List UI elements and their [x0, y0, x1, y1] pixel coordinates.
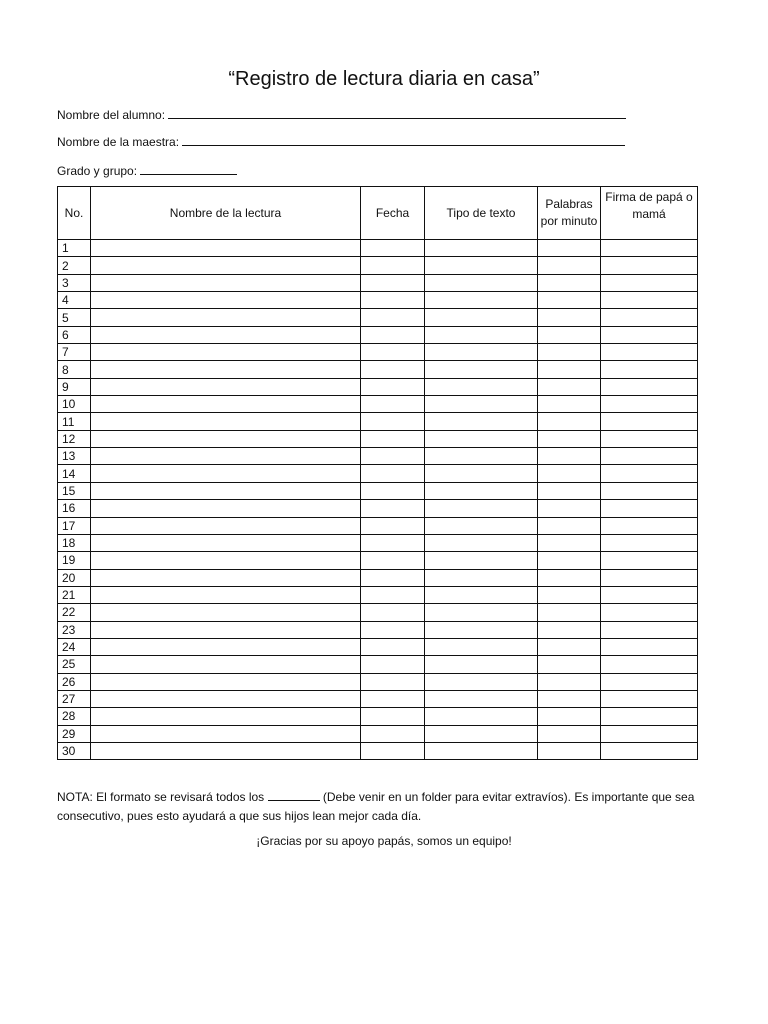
reading-name-cell[interactable] [91, 430, 361, 447]
row-number: 1 [58, 240, 91, 257]
date-cell[interactable] [361, 673, 425, 690]
note-text-end: (Debe venir en un folder para evitar extravíos). Es importante que sea consecutivo, pues esto ayudará a que sus hijos lean mejor cada día. [57, 790, 695, 823]
words-per-minute-cell[interactable] [538, 708, 601, 725]
words-per-minute-cell[interactable] [538, 656, 601, 673]
table-row [58, 257, 698, 274]
reading-name-cell[interactable] [91, 361, 361, 378]
words-per-minute-cell[interactable] [538, 482, 601, 499]
parent-signature-cell[interactable] [601, 638, 698, 655]
header-parent-signature: Firma de papá o mamá [601, 187, 698, 240]
parent-signature-cell[interactable] [601, 430, 698, 447]
row-number: 22 [58, 604, 91, 621]
date-cell[interactable] [361, 274, 425, 291]
text-type-cell[interactable] [425, 708, 538, 725]
parent-signature-cell[interactable] [601, 673, 698, 690]
text-type-cell[interactable] [425, 742, 538, 759]
reading-name-cell[interactable] [91, 309, 361, 326]
date-cell[interactable] [361, 534, 425, 551]
text-type-cell[interactable] [425, 500, 538, 517]
words-per-minute-cell[interactable] [538, 638, 601, 655]
parent-signature-cell[interactable] [601, 500, 698, 517]
words-per-minute-cell[interactable] [538, 274, 601, 291]
date-cell[interactable] [361, 552, 425, 569]
header-words-per-minute: Palabras por minuto [538, 187, 601, 240]
parent-signature-cell[interactable] [601, 448, 698, 465]
parent-signature-cell[interactable] [601, 378, 698, 395]
words-per-minute-cell[interactable] [538, 361, 601, 378]
reading-name-cell[interactable] [91, 534, 361, 551]
reading-name-cell[interactable] [91, 344, 361, 361]
reading-name-cell[interactable] [91, 448, 361, 465]
reading-name-cell[interactable] [91, 621, 361, 638]
text-type-cell[interactable] [425, 621, 538, 638]
student-name-field[interactable] [57, 106, 626, 122]
row-number: 2 [58, 257, 91, 274]
date-cell[interactable] [361, 500, 425, 517]
table-row [58, 586, 698, 603]
row-number: 18 [58, 534, 91, 551]
row-number: 6 [58, 326, 91, 343]
parent-signature-cell[interactable] [601, 257, 698, 274]
table-row [58, 309, 698, 326]
parent-signature-cell[interactable] [601, 344, 698, 361]
header-no: No. [58, 187, 91, 240]
reading-name-cell[interactable] [91, 378, 361, 395]
grade-group-field[interactable] [57, 162, 237, 178]
table-row [58, 673, 698, 690]
reading-name-cell[interactable] [91, 742, 361, 759]
table-row [58, 274, 698, 291]
text-type-cell[interactable] [425, 673, 538, 690]
parent-signature-cell[interactable] [601, 534, 698, 551]
words-per-minute-cell[interactable] [538, 534, 601, 551]
parent-signature-cell[interactable] [601, 517, 698, 534]
row-number: 3 [58, 274, 91, 291]
date-cell[interactable] [361, 725, 425, 742]
text-type-cell[interactable] [425, 552, 538, 569]
date-cell[interactable] [361, 257, 425, 274]
parent-signature-cell[interactable] [601, 569, 698, 586]
words-per-minute-cell[interactable] [538, 309, 601, 326]
table-row [58, 517, 698, 534]
parent-signature-cell[interactable] [601, 413, 698, 430]
row-number: 19 [58, 552, 91, 569]
reading-name-cell[interactable] [91, 413, 361, 430]
parent-signature-cell[interactable] [601, 396, 698, 413]
date-cell[interactable] [361, 326, 425, 343]
words-per-minute-cell[interactable] [538, 517, 601, 534]
row-number: 29 [58, 725, 91, 742]
words-per-minute-cell[interactable] [538, 396, 601, 413]
text-type-cell[interactable] [425, 586, 538, 603]
table-row [58, 690, 698, 707]
row-number: 27 [58, 690, 91, 707]
parent-signature-cell[interactable] [601, 326, 698, 343]
reading-name-cell[interactable] [91, 517, 361, 534]
table-row [58, 413, 698, 430]
row-number: 9 [58, 378, 91, 395]
parent-signature-cell[interactable] [601, 586, 698, 603]
text-type-cell[interactable] [425, 257, 538, 274]
parent-signature-cell[interactable] [601, 742, 698, 759]
words-per-minute-cell[interactable] [538, 552, 601, 569]
table-row [58, 534, 698, 551]
words-per-minute-cell[interactable] [538, 621, 601, 638]
table-row [58, 656, 698, 673]
table-row [58, 552, 698, 569]
text-type-cell[interactable] [425, 604, 538, 621]
table-row [58, 604, 698, 621]
table-row [58, 378, 698, 395]
reading-name-cell[interactable] [91, 569, 361, 586]
text-type-cell[interactable] [425, 430, 538, 447]
row-number: 15 [58, 482, 91, 499]
reading-name-cell[interactable] [91, 465, 361, 482]
date-cell[interactable] [361, 517, 425, 534]
date-cell[interactable] [361, 656, 425, 673]
note-text-start: NOTA: El formato se revisará todos los [57, 790, 265, 804]
text-type-cell[interactable] [425, 465, 538, 482]
words-per-minute-cell[interactable] [538, 500, 601, 517]
date-cell[interactable] [361, 309, 425, 326]
words-per-minute-cell[interactable] [538, 465, 601, 482]
date-cell[interactable] [361, 465, 425, 482]
reading-name-cell[interactable] [91, 673, 361, 690]
parent-signature-cell[interactable] [601, 274, 698, 291]
text-type-cell[interactable] [425, 292, 538, 309]
page-title: “Registro de lectura diaria en casa” [228, 68, 540, 90]
student-name-line[interactable] [168, 106, 626, 119]
parent-signature-cell[interactable] [601, 690, 698, 707]
parent-signature-cell[interactable] [601, 361, 698, 378]
row-number: 21 [58, 586, 91, 603]
text-type-cell[interactable] [425, 690, 538, 707]
reading-log-table [57, 186, 698, 760]
reading-name-cell[interactable] [91, 708, 361, 725]
table-row [58, 361, 698, 378]
parent-signature-cell[interactable] [601, 240, 698, 257]
reading-name-cell[interactable] [91, 604, 361, 621]
words-per-minute-cell[interactable] [538, 448, 601, 465]
grade-group-line[interactable] [140, 162, 237, 175]
date-cell[interactable] [361, 292, 425, 309]
row-number: 25 [58, 656, 91, 673]
date-cell[interactable] [361, 413, 425, 430]
reading-name-cell[interactable] [91, 638, 361, 655]
table-row [58, 708, 698, 725]
row-number: 23 [58, 621, 91, 638]
row-number: 17 [58, 517, 91, 534]
teacher-name-field[interactable] [57, 133, 625, 149]
header-reading-name: Nombre de la lectura [91, 187, 361, 240]
text-type-cell[interactable] [425, 309, 538, 326]
table-row [58, 326, 698, 343]
words-per-minute-cell[interactable] [538, 604, 601, 621]
date-cell[interactable] [361, 690, 425, 707]
table-row [58, 396, 698, 413]
parent-signature-cell[interactable] [601, 725, 698, 742]
date-cell[interactable] [361, 621, 425, 638]
parent-signature-cell[interactable] [601, 309, 698, 326]
text-type-cell[interactable] [425, 448, 538, 465]
words-per-minute-cell[interactable] [538, 430, 601, 447]
table-row [58, 569, 698, 586]
row-number: 26 [58, 673, 91, 690]
row-number: 13 [58, 448, 91, 465]
date-cell[interactable] [361, 240, 425, 257]
review-frequency-blank[interactable] [268, 789, 320, 801]
text-type-cell[interactable] [425, 482, 538, 499]
reading-name-cell[interactable] [91, 292, 361, 309]
table-row [58, 638, 698, 655]
text-type-cell[interactable] [425, 396, 538, 413]
teacher-name-label: Nombre de la maestra: [57, 135, 180, 149]
words-per-minute-cell[interactable] [538, 725, 601, 742]
row-number: 14 [58, 465, 91, 482]
parent-signature-cell[interactable] [601, 552, 698, 569]
row-number: 28 [58, 708, 91, 725]
parent-signature-cell[interactable] [601, 604, 698, 621]
reading-name-cell[interactable] [91, 326, 361, 343]
student-name-label: Nombre del alumno: [57, 108, 166, 122]
text-type-cell[interactable] [425, 725, 538, 742]
row-number: 8 [58, 361, 91, 378]
date-cell[interactable] [361, 638, 425, 655]
words-per-minute-cell[interactable] [538, 240, 601, 257]
text-type-cell[interactable] [425, 326, 538, 343]
header-date: Fecha [361, 187, 425, 240]
text-type-cell[interactable] [425, 274, 538, 291]
parent-signature-cell[interactable] [601, 656, 698, 673]
grade-group-label: Grado y grupo: [57, 164, 138, 178]
table-row [58, 430, 698, 447]
reading-name-cell[interactable] [91, 586, 361, 603]
words-per-minute-cell[interactable] [538, 586, 601, 603]
reading-name-cell[interactable] [91, 274, 361, 291]
reading-name-cell[interactable] [91, 257, 361, 274]
text-type-cell[interactable] [425, 344, 538, 361]
date-cell[interactable] [361, 430, 425, 447]
row-number: 12 [58, 430, 91, 447]
date-cell[interactable] [361, 742, 425, 759]
parent-signature-cell[interactable] [601, 482, 698, 499]
words-per-minute-cell[interactable] [538, 569, 601, 586]
text-type-cell[interactable] [425, 534, 538, 551]
parent-signature-cell[interactable] [601, 465, 698, 482]
row-number: 5 [58, 309, 91, 326]
row-number: 24 [58, 638, 91, 655]
words-per-minute-cell[interactable] [538, 344, 601, 361]
parent-signature-cell[interactable] [601, 621, 698, 638]
table-row [58, 500, 698, 517]
table-row [58, 448, 698, 465]
words-per-minute-cell[interactable] [538, 742, 601, 759]
thanks-message: ¡Gracias por su apoyo papás, somos un equipo! [256, 834, 512, 848]
date-cell[interactable] [361, 396, 425, 413]
text-type-cell[interactable] [425, 638, 538, 655]
table-row [58, 292, 698, 309]
row-number: 30 [58, 742, 91, 759]
text-type-cell[interactable] [425, 569, 538, 586]
date-cell[interactable] [361, 378, 425, 395]
words-per-minute-cell[interactable] [538, 413, 601, 430]
date-cell[interactable] [361, 586, 425, 603]
parent-signature-cell[interactable] [601, 292, 698, 309]
words-per-minute-cell[interactable] [538, 257, 601, 274]
date-cell[interactable] [361, 708, 425, 725]
reading-name-cell[interactable] [91, 240, 361, 257]
reading-name-cell[interactable] [91, 482, 361, 499]
table-row [58, 240, 698, 257]
row-number: 10 [58, 396, 91, 413]
reading-name-cell[interactable] [91, 725, 361, 742]
text-type-cell[interactable] [425, 656, 538, 673]
note-paragraph [57, 788, 707, 826]
row-number: 7 [58, 344, 91, 361]
words-per-minute-cell[interactable] [538, 378, 601, 395]
teacher-name-line[interactable] [182, 133, 625, 146]
text-type-cell[interactable] [425, 240, 538, 257]
date-cell[interactable] [361, 448, 425, 465]
text-type-cell[interactable] [425, 413, 538, 430]
words-per-minute-cell[interactable] [538, 326, 601, 343]
header-text-type: Tipo de texto [425, 187, 538, 240]
table-row [58, 621, 698, 638]
table-row [58, 742, 698, 759]
row-number: 20 [58, 569, 91, 586]
reading-name-cell[interactable] [91, 396, 361, 413]
text-type-cell[interactable] [425, 378, 538, 395]
row-number: 4 [58, 292, 91, 309]
date-cell[interactable] [361, 344, 425, 361]
words-per-minute-cell[interactable] [538, 292, 601, 309]
reading-name-cell[interactable] [91, 690, 361, 707]
reading-name-cell[interactable] [91, 552, 361, 569]
words-per-minute-cell[interactable] [538, 690, 601, 707]
text-type-cell[interactable] [425, 517, 538, 534]
table-row [58, 465, 698, 482]
words-per-minute-cell[interactable] [538, 673, 601, 690]
date-cell[interactable] [361, 361, 425, 378]
date-cell[interactable] [361, 482, 425, 499]
table-row [58, 344, 698, 361]
text-type-cell[interactable] [425, 361, 538, 378]
table-row [58, 725, 698, 742]
parent-signature-cell[interactable] [601, 708, 698, 725]
row-number: 16 [58, 500, 91, 517]
table-header-row [58, 187, 698, 240]
table-row [58, 482, 698, 499]
row-number: 11 [58, 413, 91, 430]
reading-name-cell[interactable] [91, 656, 361, 673]
date-cell[interactable] [361, 604, 425, 621]
date-cell[interactable] [361, 569, 425, 586]
reading-name-cell[interactable] [91, 500, 361, 517]
